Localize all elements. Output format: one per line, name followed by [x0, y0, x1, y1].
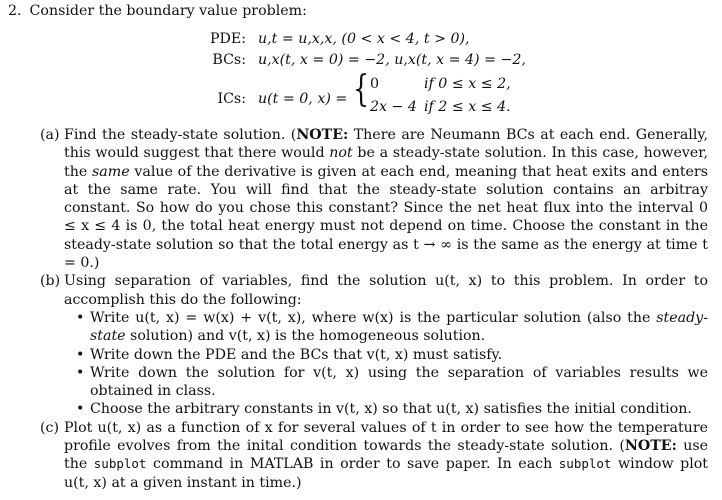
left-brace: { [353, 69, 370, 110]
case2-value: 2x − 4 [370, 99, 417, 115]
bullet-item: • Write down the solution for v(t, x) using the separation of variables results we obtained in class. [64, 364, 708, 401]
bcs-equation: u,x(t, x = 0) = −2, u,x(t, x = 4) = −2, [258, 52, 526, 68]
code-subplot: subplot [558, 456, 612, 472]
part-a-tag: (a) [40, 127, 60, 143]
code-subplot: subplot [93, 456, 147, 472]
part-c [8, 419, 708, 492]
pde-equation: u,t = u,x,x, (0 < x < 4, t > 0), [258, 31, 470, 47]
bullet-item: • Write down the PDE and the BCs that v(t, x) must satisfy. [64, 346, 708, 364]
problem-number: 2. [8, 3, 22, 19]
part-b-bullets [64, 309, 708, 419]
note-label: NOTE: [296, 127, 349, 143]
problem-intro: Consider the boundary value problem: [29, 3, 307, 19]
part-a-text: Find the steady-state solution. (NOTE: There are Neumann BCs at each end. Generally, this would suggest that there would not be a steady-state solution. In this case, however, the same value of the derivative is given at each end, meaning that heat exits and enters at the same rate. You will find that the steady-state solution contains an arbitray constant. So how do you chose this constant? Since the net heat flux into the interval 0 ≤ x ≤ 4 is 0, the total heat energy must not depend on time. Choose the constant in the steady-state solution so that the total energy as t → ∞ is the same as the energy at time t = 0.) [64, 127, 708, 272]
bullet-item: • Write u(t, x) = w(x) + v(t, x), where w(x) is the particular solution (also the steady-state solution) and v(t, x) is the homogeneous solution. [64, 309, 708, 346]
part-b-tag: (b) [40, 273, 61, 290]
part-b [8, 272, 708, 418]
part-c-text: Plot u(t, x) as a function of x for several values of t in order to see how the temperature profile evolves from the inital condition towards the steady-state solution. (NOTE: use the subplot command in MATLAB in order to save paper. In each subplot window plot u(t, x) at a given instant in time.) [64, 419, 709, 491]
bullet-item: • Choose the arbitrary constants in v(t, x) so that u(t, x) satisfies the initial condition. [64, 400, 708, 418]
equation-block [8, 2, 708, 122]
part-b-intro: Using separation of variables, find the solution u(t, x) to this problem. In order to accomplish this do the following: [64, 273, 708, 308]
ics-label: ICs: [217, 91, 246, 107]
bcs-label: BCs: [212, 52, 246, 68]
pde-label: PDE: [209, 31, 246, 47]
problem-parts [8, 126, 708, 492]
part-c-tag: (c) [40, 419, 60, 436]
note-label: NOTE: [624, 438, 677, 455]
part-a [8, 126, 708, 272]
case1-condition: if 0 ≤ x ≤ 2, [424, 76, 511, 92]
case1-value: 0 [370, 76, 380, 92]
case2-condition: if 2 ≤ x ≤ 4. [424, 99, 511, 115]
ics-lhs: u(t = 0, x) = [258, 91, 348, 107]
